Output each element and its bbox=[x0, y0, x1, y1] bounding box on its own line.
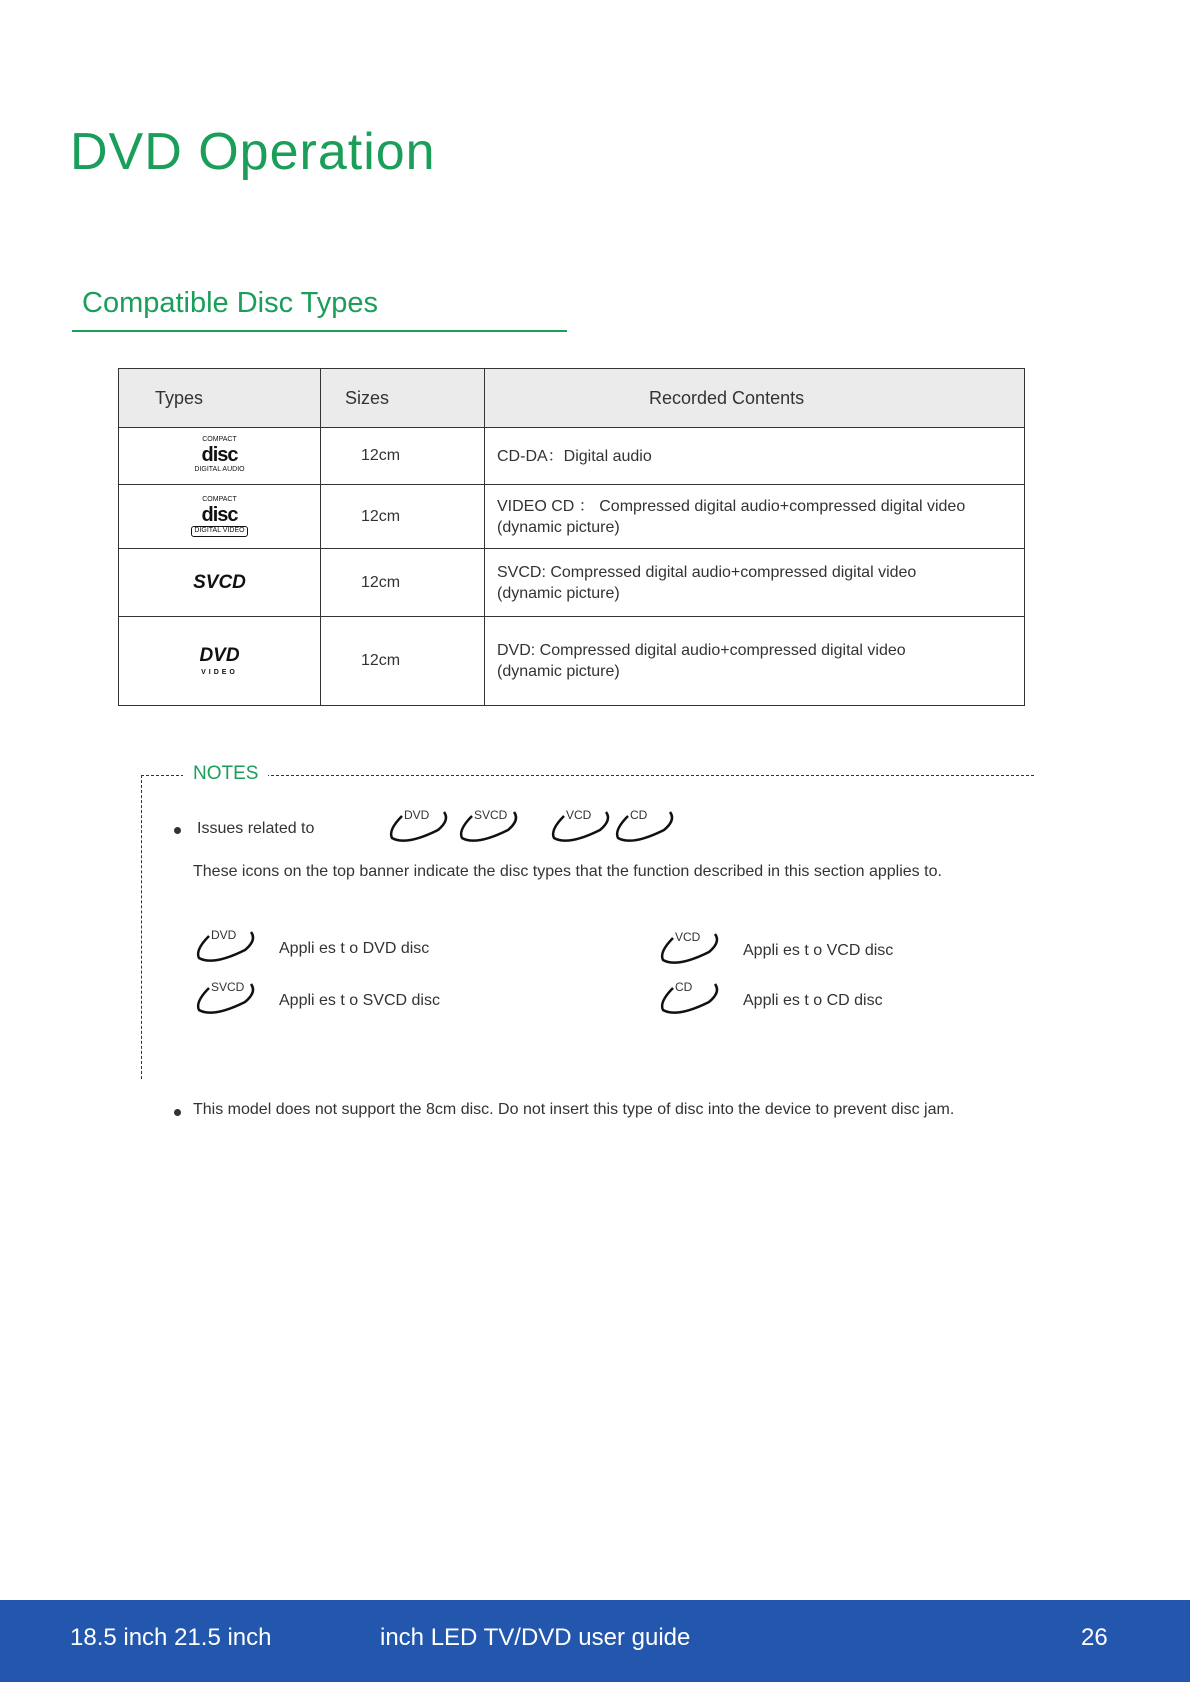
disc-icon-label: SVCD bbox=[474, 808, 508, 822]
applies-text: Appli es t o CD disc bbox=[743, 992, 883, 1009]
content-cell: CD-DA：Digital audio bbox=[485, 428, 1025, 485]
cd-disc-icon bbox=[657, 980, 723, 1016]
page-number: 26 bbox=[1081, 1624, 1108, 1651]
section-underline bbox=[72, 330, 567, 332]
section-heading: Compatible Disc Types bbox=[82, 287, 379, 319]
dvd-video-logo: DVD VIDEO bbox=[199, 644, 240, 676]
disc-icon-label: VCD bbox=[566, 808, 592, 822]
type-cell bbox=[119, 549, 321, 617]
disc-icon-label: CD bbox=[630, 808, 648, 822]
footer-sizes: 18.5 inch 21.5 inch bbox=[70, 1624, 272, 1651]
size-cell: 12cm bbox=[321, 428, 485, 485]
dvd-disc-icon bbox=[193, 928, 259, 964]
cd-disc-icon bbox=[612, 808, 678, 844]
page-title: DVD Operation bbox=[70, 123, 436, 181]
header-contents: Recorded Contents bbox=[485, 369, 1025, 428]
table-header bbox=[119, 369, 1025, 428]
size-cell: 12cm bbox=[321, 485, 485, 549]
svcd-disc-icon bbox=[456, 808, 522, 844]
header-types: Types bbox=[119, 369, 321, 428]
content-cell: SVCD: Compressed digital audio+compressed digital video (dynamic picture) bbox=[485, 549, 1025, 617]
bullet-icon bbox=[174, 1109, 181, 1116]
header-sizes: Sizes bbox=[321, 369, 485, 428]
content-cell: DVD: Compressed digital audio+compressed digital video (dynamic picture) bbox=[485, 617, 1025, 706]
type-cell bbox=[119, 617, 321, 706]
table-row bbox=[119, 617, 1025, 706]
footer bbox=[0, 1600, 1190, 1682]
table-row bbox=[119, 428, 1025, 485]
vcd-disc-icon bbox=[548, 808, 614, 844]
footer-guide: inch LED TV/DVD user guide bbox=[380, 1624, 691, 1651]
cd-digital-audio-logo: COMPACT disc DIGITAL AUDIO bbox=[194, 435, 245, 474]
disc-icon-label: DVD bbox=[404, 808, 430, 822]
warning-text: This model does not support the 8cm disc. Do not insert this type of disc into the device to prevent disc jam. bbox=[193, 1101, 955, 1118]
issues-text: Issues related to bbox=[197, 820, 315, 837]
vcd-disc-icon bbox=[657, 930, 723, 966]
cd-digital-video-logo: COMPACT disc DIGITAL VIDEO bbox=[191, 496, 247, 538]
notes-label: NOTES bbox=[183, 763, 268, 785]
size-cell: 12cm bbox=[321, 549, 485, 617]
notes-description: These icons on the top banner indicate the disc types that the function described in this section applies to. bbox=[193, 863, 942, 880]
disc-icon-label: DVD bbox=[211, 928, 237, 942]
type-cell bbox=[119, 428, 321, 485]
content-cell: VIDEO CD ： Compressed digital audio+compressed digital video (dynamic picture) bbox=[485, 485, 1025, 549]
table-row bbox=[119, 549, 1025, 617]
applies-text: Appli es t o VCD disc bbox=[743, 942, 894, 959]
applies-text: Appli es t o DVD disc bbox=[279, 940, 430, 957]
disc-icon-label: CD bbox=[675, 980, 693, 994]
size-cell: 12cm bbox=[321, 617, 485, 706]
dvd-disc-icon bbox=[386, 808, 452, 844]
table-row bbox=[119, 485, 1025, 549]
applies-text: Appli es t o SVCD disc bbox=[279, 992, 440, 1009]
disc-icon-label: SVCD bbox=[211, 980, 245, 994]
svcd-disc-icon bbox=[193, 980, 259, 1016]
bullet-icon bbox=[174, 827, 181, 834]
disc-icon-label: VCD bbox=[675, 930, 701, 944]
disc-types-table bbox=[118, 368, 1025, 706]
svcd-logo: SVCD bbox=[193, 571, 246, 593]
type-cell bbox=[119, 485, 321, 549]
